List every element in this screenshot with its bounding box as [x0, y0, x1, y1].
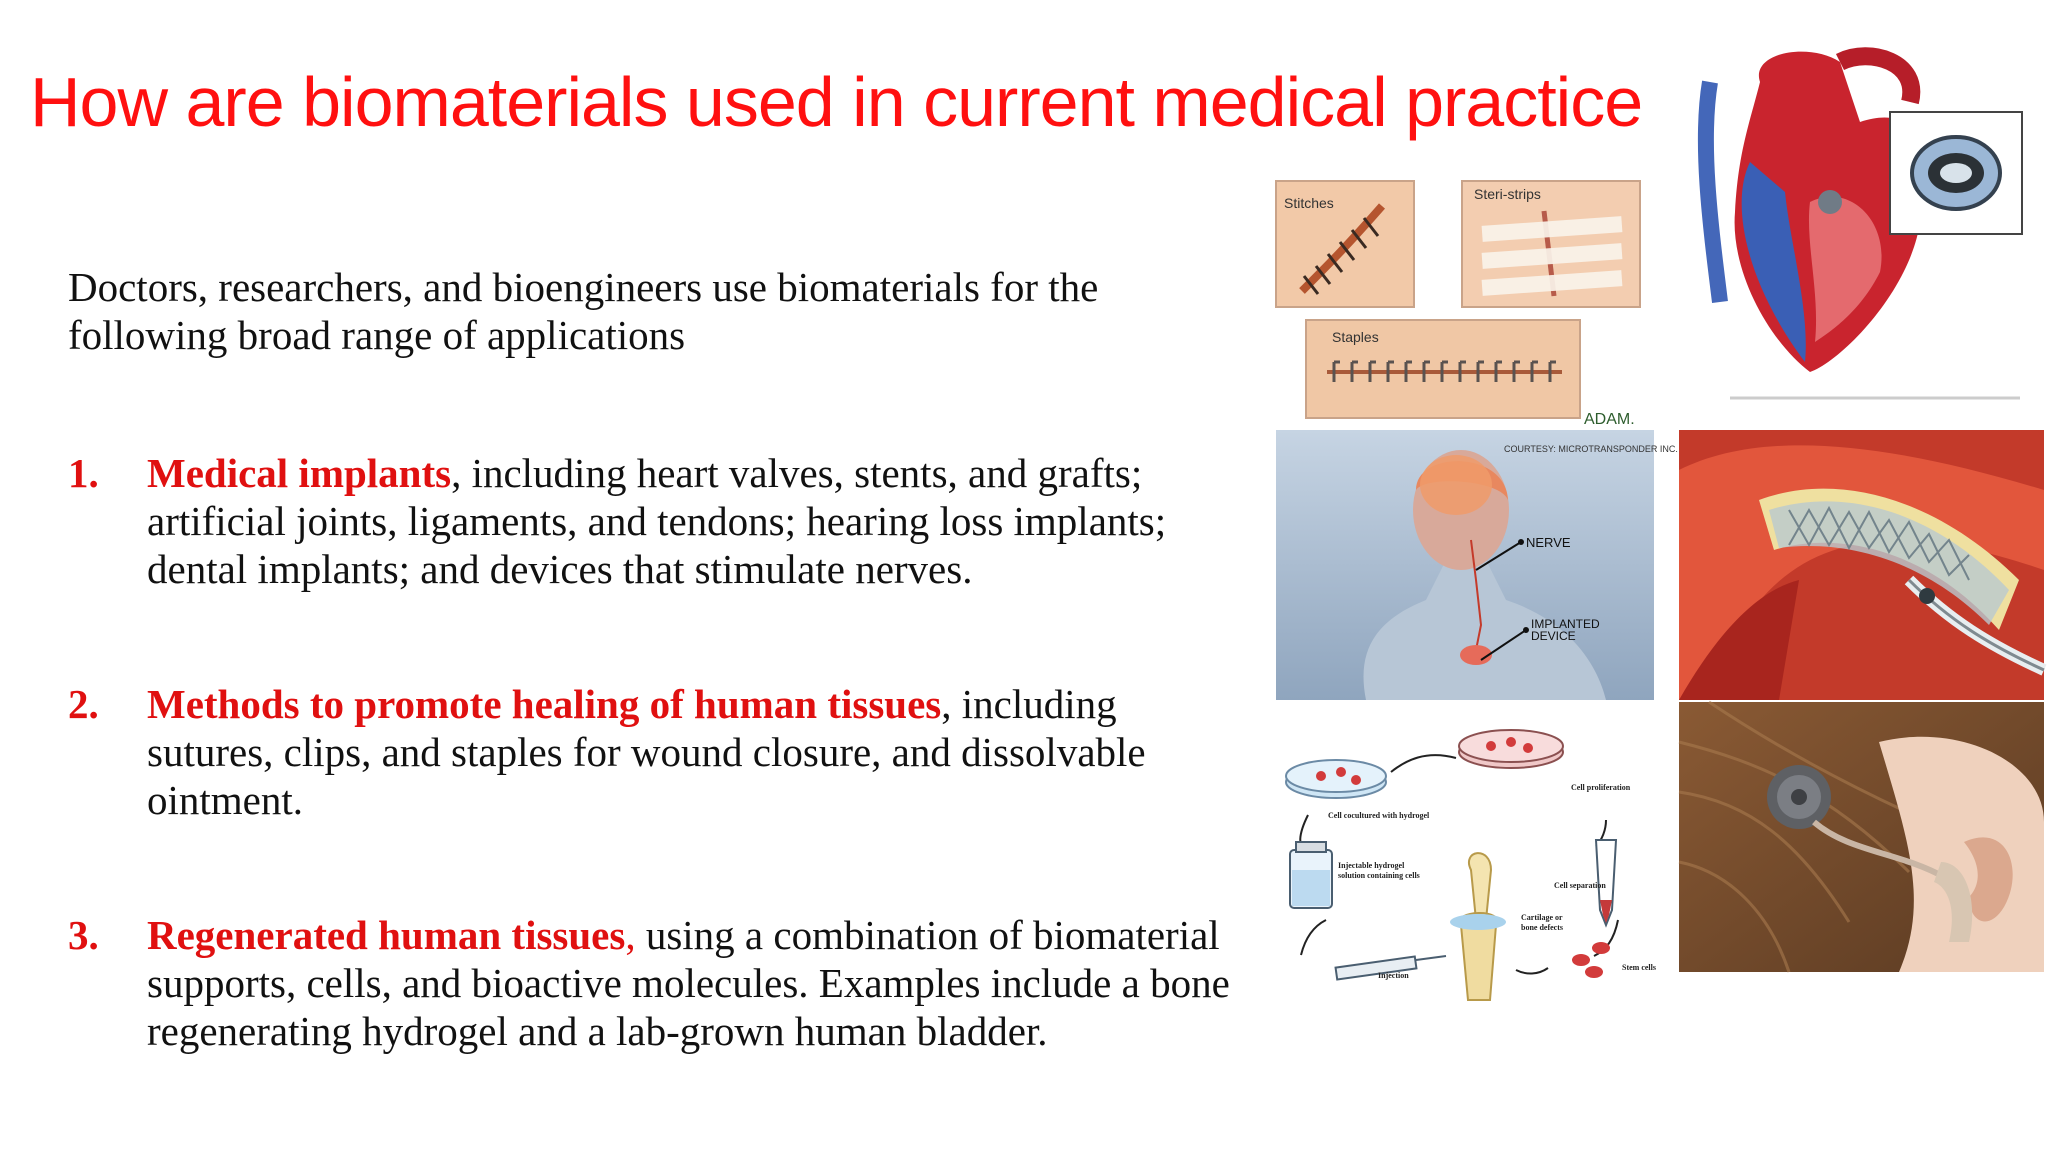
heart-valve-image [1690, 42, 2034, 412]
injectable-label-2: solution containing cells [1338, 871, 1420, 880]
cartilage-label-1: Cartilage or [1521, 913, 1563, 922]
list-item [68, 449, 1238, 593]
injectable-label-1: Injectable hydrogel [1338, 861, 1405, 870]
list-number: 1. [68, 450, 99, 496]
wound-closure-image [1272, 176, 1672, 428]
list-item [68, 680, 1238, 824]
list-number: 3. [68, 912, 99, 958]
courtesy-label: COURTESY: MICROTRANSPONDER INC. [1504, 444, 1678, 454]
cartilage-label-2: bone defects [1521, 923, 1563, 932]
item-highlight: Medical implants [147, 450, 452, 496]
list-number: 2. [68, 681, 99, 727]
steri-strips-label: Steri-strips [1474, 186, 1541, 202]
stitches-label: Stitches [1284, 195, 1334, 211]
stent-image [1679, 430, 2044, 700]
cell-separation-label: Cell separation [1554, 881, 1606, 890]
cell-proliferation-label: Cell proliferation [1571, 783, 1631, 792]
cocultured-label: Cell cocultured with hydrogel [1328, 811, 1430, 820]
nerve-label: NERVE [1526, 535, 1571, 550]
intro-paragraph: Doctors, researchers, and bioengineers use biomaterials for the following broad range of applications [68, 264, 1099, 358]
item-highlight: Regenerated human tissues [147, 912, 626, 958]
device-label-2: DEVICE [1531, 629, 1576, 643]
cochlear-implant-image [1679, 702, 2044, 972]
item-text: , including heart valves, stents, and grafts; artificial joints, ligaments, and tendons; hearing loss implants; dental implants; and devices that stimulate nerves. [147, 450, 1167, 592]
nerve-device-image [1276, 430, 1678, 700]
item-text: , including sutures, clips, and staples for wound closure, and dissolvable ointment. [147, 681, 1146, 823]
staples-label: Staples [1332, 329, 1379, 345]
item-highlight: Methods to promote healing of human tissues [147, 681, 942, 727]
slide-title: How are biomaterials used in current medical practice [30, 63, 1643, 141]
device-label-1: IMPLANTED [1531, 617, 1600, 631]
list-item [68, 911, 1238, 1055]
adam-credit: ADAM. [1584, 411, 1635, 428]
stem-cells-label: Stem cells [1622, 963, 1656, 972]
hydrogel-cycle-image [1276, 720, 1666, 1020]
item-text: using a combination of biomaterial supports, cells, and bioactive molecules. Examples include a bone regenerating hydrogel and a lab-grown human bladder. [147, 912, 1230, 1054]
injection-label: Injection [1378, 971, 1409, 980]
item-comma: , [625, 912, 636, 958]
